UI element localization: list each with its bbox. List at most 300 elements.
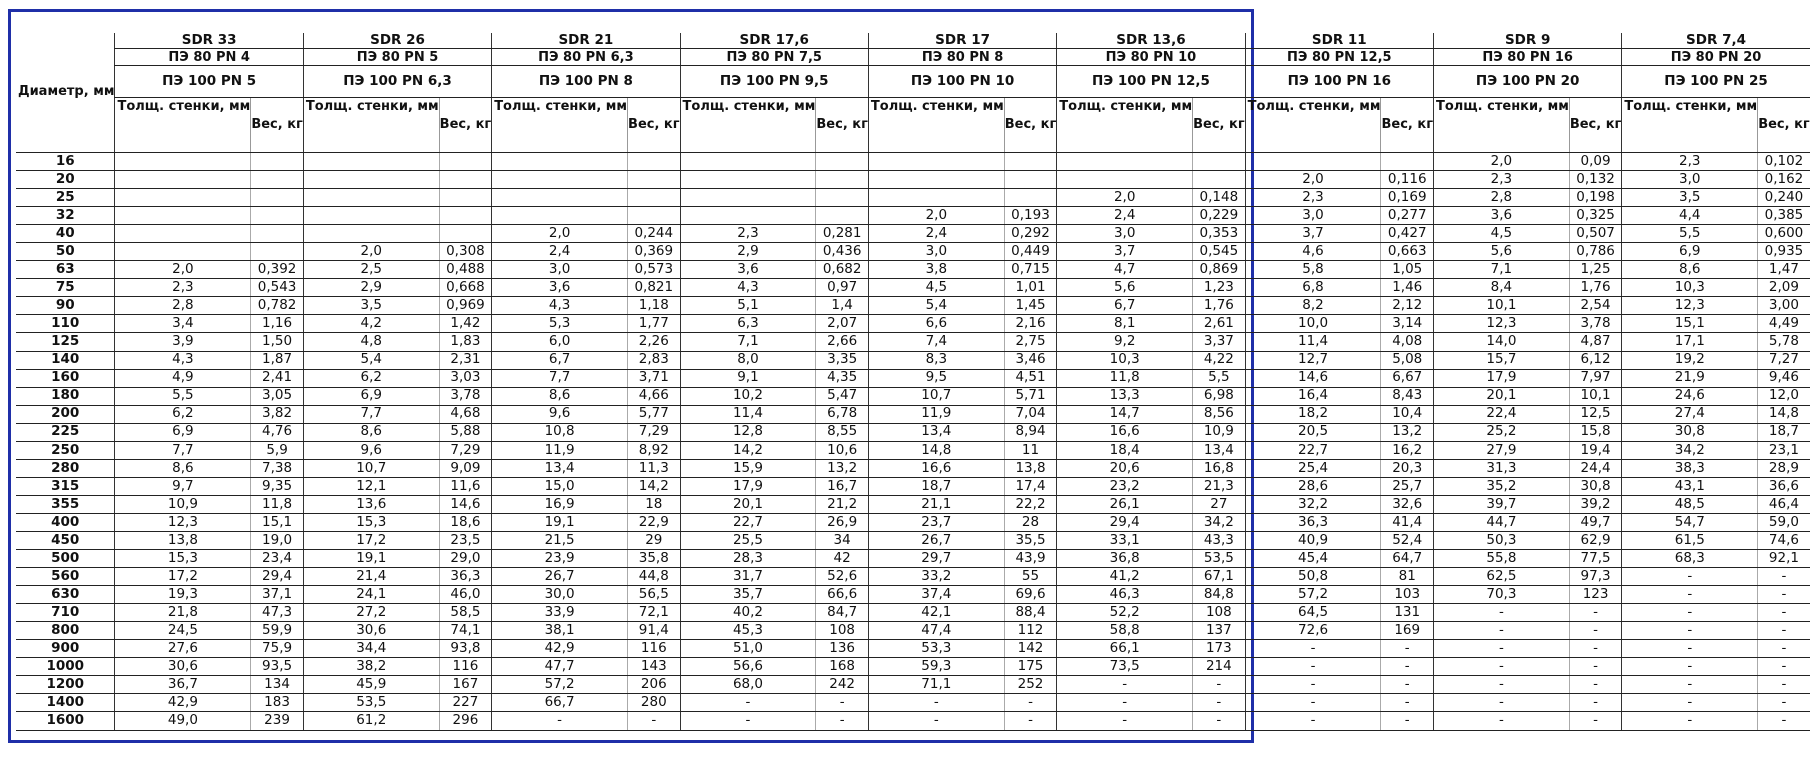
weight-cell: 4,51 xyxy=(1004,369,1057,387)
wall-thickness-cell: 15,3 xyxy=(303,513,439,531)
wall-thickness-cell: 33,2 xyxy=(868,568,1004,586)
wall-thickness-cell: 21,8 xyxy=(115,604,251,622)
weight-cell: 1,4 xyxy=(816,297,869,315)
weight-cell: 4,68 xyxy=(439,405,492,423)
weight-header: Вес, кг xyxy=(439,98,492,153)
weight-cell: 0,169 xyxy=(1381,189,1434,207)
wall-thickness-cell: 19,3 xyxy=(115,586,251,604)
wall-thickness-cell: 2,3 xyxy=(680,225,816,243)
weight-cell: 67,1 xyxy=(1193,568,1246,586)
weight-cell: 2,83 xyxy=(628,351,681,369)
wall-thickness-cell: 47,7 xyxy=(492,658,628,676)
wall-thickness-cell xyxy=(680,207,816,225)
pe80-header: ПЭ 80 PN 10 xyxy=(1057,49,1245,66)
wall-thickness-cell: 14,6 xyxy=(1245,369,1381,387)
pe100-header: ПЭ 100 PN 16 xyxy=(1245,66,1433,98)
wall-thickness-cell xyxy=(680,153,816,171)
pe100-header: ПЭ 100 PN 12,5 xyxy=(1057,66,1245,98)
weight-cell xyxy=(1004,171,1057,189)
weight-cell: 6,78 xyxy=(816,405,869,423)
wall-thickness-cell: 39,7 xyxy=(1433,495,1569,513)
wall-thickness-cell xyxy=(115,189,251,207)
weight-cell: 15,8 xyxy=(1569,423,1622,441)
wall-thickness-cell: 9,1 xyxy=(680,369,816,387)
wall-thickness-cell xyxy=(492,207,628,225)
weight-cell: 43,9 xyxy=(1004,550,1057,568)
wall-thickness-cell: 2,4 xyxy=(868,225,1004,243)
wall-thickness-cell: 25,2 xyxy=(1433,423,1569,441)
weight-cell xyxy=(1193,171,1246,189)
weight-cell: 183 xyxy=(251,694,304,712)
wall-thickness-cell: 2,0 xyxy=(115,261,251,279)
wall-thickness-cell: - xyxy=(868,694,1004,712)
wall-thickness-cell: 36,7 xyxy=(115,676,251,694)
weight-cell: 1,83 xyxy=(439,333,492,351)
wall-thickness-cell: 32,2 xyxy=(1245,495,1381,513)
weight-cell: 0,545 xyxy=(1193,243,1246,261)
wall-thickness-cell: 44,7 xyxy=(1433,513,1569,531)
wall-thickness-cell: 4,9 xyxy=(115,369,251,387)
table-row xyxy=(16,297,1810,315)
weight-cell: 0,162 xyxy=(1758,171,1810,189)
wall-thickness-cell: - xyxy=(1245,658,1381,676)
diameter-cell: 1200 xyxy=(16,676,115,694)
weight-cell: 0,281 xyxy=(816,225,869,243)
wall-thickness-cell: 59,3 xyxy=(868,658,1004,676)
wall-thickness-cell: 52,2 xyxy=(1057,604,1193,622)
wall-thickness-cell: 11,4 xyxy=(680,405,816,423)
table-row xyxy=(16,459,1810,477)
weight-cell: 3,46 xyxy=(1004,351,1057,369)
wall-thickness-cell: - xyxy=(1622,604,1758,622)
weight-header: Вес, кг xyxy=(251,98,304,153)
wall-thickness-cell: 3,7 xyxy=(1057,243,1193,261)
weight-cell: - xyxy=(1381,676,1434,694)
weight-cell: 2,07 xyxy=(816,315,869,333)
wall-thickness-cell: 4,7 xyxy=(1057,261,1193,279)
wall-thickness-cell: 6,2 xyxy=(115,405,251,423)
weight-cell: 0,240 xyxy=(1758,189,1810,207)
wall-thickness-cell: 26,7 xyxy=(492,568,628,586)
table-row xyxy=(16,441,1810,459)
weight-cell: 11,8 xyxy=(251,495,304,513)
wall-thickness-header: Толщ. стенки, мм xyxy=(1622,98,1758,153)
weight-cell: 42 xyxy=(816,550,869,568)
weight-cell: 0,102 xyxy=(1758,153,1810,171)
diameter-cell: 40 xyxy=(16,225,115,243)
weight-cell: 28 xyxy=(1004,513,1057,531)
weight-cell: 0,277 xyxy=(1381,207,1434,225)
wall-thickness-cell: 10,8 xyxy=(492,423,628,441)
wall-thickness-cell: 35,2 xyxy=(1433,477,1569,495)
weight-cell: 1,50 xyxy=(251,333,304,351)
wall-thickness-cell xyxy=(680,189,816,207)
weight-cell: 21,2 xyxy=(816,495,869,513)
wall-thickness-cell: 35,7 xyxy=(680,586,816,604)
table-row xyxy=(16,333,1810,351)
wall-thickness-cell: 18,7 xyxy=(868,477,1004,495)
wall-thickness-cell: 6,9 xyxy=(1622,243,1758,261)
weight-cell: 108 xyxy=(816,622,869,640)
wall-thickness-cell xyxy=(303,171,439,189)
weight-cell: 123 xyxy=(1569,586,1622,604)
pe100-header: ПЭ 100 PN 6,3 xyxy=(303,66,491,98)
wall-thickness-cell: - xyxy=(1245,676,1381,694)
weight-cell: 10,9 xyxy=(1193,423,1246,441)
weight-header: Вес, кг xyxy=(1381,98,1434,153)
wall-thickness-cell: 57,2 xyxy=(1245,586,1381,604)
diameter-cell: 160 xyxy=(16,369,115,387)
wall-thickness-cell: 58,8 xyxy=(1057,622,1193,640)
wall-thickness-cell: 4,5 xyxy=(1433,225,1569,243)
weight-cell: 252 xyxy=(1004,676,1057,694)
table-row xyxy=(16,531,1810,549)
weight-cell: 5,5 xyxy=(1193,369,1246,387)
wall-thickness-cell: 2,9 xyxy=(680,243,816,261)
diameter-cell: 710 xyxy=(16,604,115,622)
wall-thickness-cell: 27,9 xyxy=(1433,441,1569,459)
wall-thickness-cell xyxy=(115,153,251,171)
wall-thickness-cell: 40,9 xyxy=(1245,531,1381,549)
weight-cell: 15,1 xyxy=(251,513,304,531)
wall-thickness-cell: 19,1 xyxy=(492,513,628,531)
weight-cell: 0,668 xyxy=(439,279,492,297)
wall-thickness-cell: 5,5 xyxy=(115,387,251,405)
weight-cell: 39,2 xyxy=(1569,495,1622,513)
wall-thickness-cell: 13,4 xyxy=(868,423,1004,441)
weight-cell: 2,12 xyxy=(1381,297,1434,315)
wall-thickness-cell: 22,7 xyxy=(1245,441,1381,459)
wall-thickness-cell: 33,9 xyxy=(492,604,628,622)
pe100-header: ПЭ 100 PN 8 xyxy=(492,66,680,98)
wall-thickness-cell xyxy=(868,153,1004,171)
diameter-cell: 20 xyxy=(16,171,115,189)
wall-thickness-cell: 7,7 xyxy=(303,405,439,423)
wall-thickness-header: Толщ. стенки, мм xyxy=(680,98,816,153)
diameter-cell: 250 xyxy=(16,441,115,459)
table-row xyxy=(16,658,1810,676)
weight-cell xyxy=(439,225,492,243)
weight-cell: 46,4 xyxy=(1758,495,1810,513)
weight-cell xyxy=(1004,153,1057,171)
table-row xyxy=(16,315,1810,333)
weight-cell: 64,7 xyxy=(1381,550,1434,568)
pe80-header: ПЭ 80 PN 6,3 xyxy=(492,49,680,66)
wall-thickness-cell: 10,7 xyxy=(868,387,1004,405)
wall-thickness-cell: 21,9 xyxy=(1622,369,1758,387)
wall-thickness-cell: 30,8 xyxy=(1622,423,1758,441)
weight-cell: 16,8 xyxy=(1193,459,1246,477)
weight-cell: 30,8 xyxy=(1569,477,1622,495)
table-row xyxy=(16,207,1810,225)
weight-cell: 35,5 xyxy=(1004,531,1057,549)
wall-thickness-cell: 22,7 xyxy=(680,513,816,531)
weight-cell: 11 xyxy=(1004,441,1057,459)
wall-thickness-header: Толщ. стенки, мм xyxy=(1433,98,1569,153)
wall-thickness-cell: - xyxy=(1057,712,1193,730)
weight-cell: 2,75 xyxy=(1004,333,1057,351)
weight-cell: 0,507 xyxy=(1569,225,1622,243)
wall-thickness-cell: 5,5 xyxy=(1622,225,1758,243)
sdr-header: SDR 7,4 xyxy=(1622,33,1810,49)
wall-thickness-cell: 51,0 xyxy=(680,640,816,658)
weight-cell: 5,08 xyxy=(1381,351,1434,369)
weight-cell: 84,7 xyxy=(816,604,869,622)
wall-thickness-cell: 46,3 xyxy=(1057,586,1193,604)
wall-thickness-cell xyxy=(115,171,251,189)
wall-thickness-cell: 42,9 xyxy=(115,694,251,712)
table-row xyxy=(16,712,1810,730)
weight-cell: 0,786 xyxy=(1569,243,1622,261)
wall-thickness-cell: 3,0 xyxy=(1622,171,1758,189)
wall-thickness-cell: 61,5 xyxy=(1622,531,1758,549)
wall-thickness-cell: 10,1 xyxy=(1433,297,1569,315)
diameter-cell: 400 xyxy=(16,513,115,531)
wall-thickness-cell: 3,0 xyxy=(1245,207,1381,225)
wall-thickness-cell: 45,4 xyxy=(1245,550,1381,568)
weight-cell: 55 xyxy=(1004,568,1057,586)
wall-thickness-cell: 28,6 xyxy=(1245,477,1381,495)
weight-cell: 9,09 xyxy=(439,459,492,477)
wall-thickness-cell: 12,1 xyxy=(303,477,439,495)
wall-thickness-cell: 50,3 xyxy=(1433,531,1569,549)
wall-thickness-cell: 12,3 xyxy=(115,513,251,531)
pe100-header: ПЭ 100 PN 9,5 xyxy=(680,66,868,98)
weight-cell xyxy=(816,171,869,189)
wall-thickness-cell: 7,7 xyxy=(115,441,251,459)
wall-thickness-cell: 13,6 xyxy=(303,495,439,513)
pe80-header: ПЭ 80 PN 8 xyxy=(868,49,1056,66)
wall-thickness-cell: 13,4 xyxy=(492,459,628,477)
weight-cell: 16,7 xyxy=(816,477,869,495)
weight-cell: 8,55 xyxy=(816,423,869,441)
wall-thickness-cell xyxy=(115,225,251,243)
weight-cell: 34 xyxy=(816,531,869,549)
weight-cell: 13,8 xyxy=(1004,459,1057,477)
weight-cell: 18,6 xyxy=(439,513,492,531)
table-row xyxy=(16,225,1810,243)
diameter-cell: 180 xyxy=(16,387,115,405)
weight-cell: 1,16 xyxy=(251,315,304,333)
wall-thickness-cell: 7,1 xyxy=(680,333,816,351)
weight-cell: 4,76 xyxy=(251,423,304,441)
weight-cell: 28,9 xyxy=(1758,459,1810,477)
wall-thickness-cell: - xyxy=(1433,640,1569,658)
sdr-header: SDR 17 xyxy=(868,33,1056,49)
weight-cell: 108 xyxy=(1193,604,1246,622)
weight-cell: 81 xyxy=(1381,568,1434,586)
wall-thickness-cell: 48,5 xyxy=(1622,495,1758,513)
weight-cell: 3,14 xyxy=(1381,315,1434,333)
weight-cell: - xyxy=(1758,694,1810,712)
weight-cell: 84,8 xyxy=(1193,586,1246,604)
diameter-cell: 1600 xyxy=(16,712,115,730)
weight-cell: 1,18 xyxy=(628,297,681,315)
table-row xyxy=(16,477,1810,495)
diameter-cell: 630 xyxy=(16,586,115,604)
weight-cell: 13,2 xyxy=(1381,423,1434,441)
wall-thickness-cell: 3,0 xyxy=(868,243,1004,261)
weight-cell: 18 xyxy=(628,495,681,513)
table-row xyxy=(16,640,1810,658)
wall-thickness-cell: 54,7 xyxy=(1622,513,1758,531)
weight-cell: 0,369 xyxy=(628,243,681,261)
wall-thickness-cell: - xyxy=(1622,712,1758,730)
weight-cell: 3,82 xyxy=(251,405,304,423)
wall-thickness-cell: 4,3 xyxy=(115,351,251,369)
diameter-cell: 800 xyxy=(16,622,115,640)
wall-thickness-cell: 2,4 xyxy=(1057,207,1193,225)
table-row xyxy=(16,586,1810,604)
wall-thickness-cell: 3,6 xyxy=(492,279,628,297)
wall-thickness-cell: 33,1 xyxy=(1057,531,1193,549)
header-row-sub xyxy=(16,98,1810,153)
wall-thickness-cell: 61,2 xyxy=(303,712,439,730)
wall-thickness-cell: 37,4 xyxy=(868,586,1004,604)
weight-cell: 36,6 xyxy=(1758,477,1810,495)
weight-cell: 11,3 xyxy=(628,459,681,477)
weight-cell: 0,385 xyxy=(1758,207,1810,225)
wall-thickness-cell xyxy=(492,189,628,207)
weight-cell: 11,6 xyxy=(439,477,492,495)
weight-cell xyxy=(251,189,304,207)
wall-thickness-cell: 16,6 xyxy=(868,459,1004,477)
wall-thickness-cell: 18,4 xyxy=(1057,441,1193,459)
wall-thickness-cell: 21,4 xyxy=(303,568,439,586)
weight-cell xyxy=(251,171,304,189)
weight-cell: 3,00 xyxy=(1758,297,1810,315)
diameter-cell: 315 xyxy=(16,477,115,495)
weight-cell: 131 xyxy=(1381,604,1434,622)
weight-cell: - xyxy=(1381,640,1434,658)
wall-thickness-header: Толщ. стенки, мм xyxy=(492,98,628,153)
wall-thickness-cell: 12,7 xyxy=(1245,351,1381,369)
wall-thickness-cell: 10,2 xyxy=(680,387,816,405)
weight-cell: 3,78 xyxy=(1569,315,1622,333)
weight-cell: 0,244 xyxy=(628,225,681,243)
weight-cell: 0,821 xyxy=(628,279,681,297)
wall-thickness-cell: 6,9 xyxy=(303,387,439,405)
table-row xyxy=(16,513,1810,531)
weight-cell: 69,6 xyxy=(1004,586,1057,604)
weight-cell: 62,9 xyxy=(1569,531,1622,549)
wall-thickness-cell: 66,1 xyxy=(1057,640,1193,658)
wall-thickness-cell: 17,1 xyxy=(1622,333,1758,351)
wall-thickness-cell: 9,7 xyxy=(115,477,251,495)
wall-thickness-cell: 14,8 xyxy=(868,441,1004,459)
wall-thickness-cell: - xyxy=(1057,694,1193,712)
weight-cell: 0,600 xyxy=(1758,225,1810,243)
wall-thickness-cell: 53,5 xyxy=(303,694,439,712)
wall-thickness-cell: 24,1 xyxy=(303,586,439,604)
wall-thickness-cell: 4,3 xyxy=(492,297,628,315)
diameter-cell: 16 xyxy=(16,153,115,171)
weight-cell xyxy=(251,153,304,171)
weight-cell: 29,0 xyxy=(439,550,492,568)
pe100-header: ПЭ 100 PN 25 xyxy=(1622,66,1810,98)
wall-thickness-header: Толщ. стенки, мм xyxy=(868,98,1004,153)
weight-cell: 4,35 xyxy=(816,369,869,387)
wall-thickness-cell: 2,8 xyxy=(1433,189,1569,207)
weight-cell: 3,78 xyxy=(439,387,492,405)
table-row xyxy=(16,369,1810,387)
sdr-header: SDR 33 xyxy=(115,33,303,49)
wall-thickness-cell: 27,4 xyxy=(1622,405,1758,423)
weight-cell: 0,193 xyxy=(1004,207,1057,225)
wall-thickness-cell: 41,2 xyxy=(1057,568,1193,586)
wall-thickness-cell: 26,1 xyxy=(1057,495,1193,513)
weight-cell: 19,4 xyxy=(1569,441,1622,459)
weight-cell: 3,37 xyxy=(1193,333,1246,351)
weight-cell xyxy=(816,207,869,225)
wall-thickness-cell: 3,6 xyxy=(1433,207,1569,225)
table-row xyxy=(16,387,1810,405)
wall-thickness-cell: - xyxy=(1245,640,1381,658)
diameter-cell: 500 xyxy=(16,550,115,568)
table-row xyxy=(16,550,1810,568)
sdr-header: SDR 26 xyxy=(303,33,491,49)
wall-thickness-cell: 24,6 xyxy=(1622,387,1758,405)
wall-thickness-cell: 8,2 xyxy=(1245,297,1381,315)
weight-cell: - xyxy=(1758,604,1810,622)
weight-cell: 0,148 xyxy=(1193,189,1246,207)
wall-thickness-cell: 4,5 xyxy=(868,279,1004,297)
weight-cell: 5,71 xyxy=(1004,387,1057,405)
diameter-cell: 225 xyxy=(16,423,115,441)
weight-cell: 13,2 xyxy=(816,459,869,477)
weight-cell xyxy=(628,171,681,189)
weight-cell: 3,71 xyxy=(628,369,681,387)
wall-thickness-cell: 8,4 xyxy=(1433,279,1569,297)
weight-cell: 22,2 xyxy=(1004,495,1057,513)
wall-thickness-cell: - xyxy=(1245,694,1381,712)
weight-cell: 296 xyxy=(439,712,492,730)
wall-thickness-cell: 11,9 xyxy=(868,405,1004,423)
wall-thickness-cell: - xyxy=(1433,658,1569,676)
weight-cell: 46,0 xyxy=(439,586,492,604)
wall-thickness-cell: - xyxy=(1433,712,1569,730)
wall-thickness-cell: 16,9 xyxy=(492,495,628,513)
weight-cell: - xyxy=(1193,694,1246,712)
wall-thickness-cell: 12,3 xyxy=(1433,315,1569,333)
weight-cell: 8,43 xyxy=(1381,387,1434,405)
sdr-header: SDR 9 xyxy=(1433,33,1621,49)
weight-cell: 2,31 xyxy=(439,351,492,369)
wall-thickness-cell: 64,5 xyxy=(1245,604,1381,622)
weight-cell: - xyxy=(1569,604,1622,622)
weight-cell: - xyxy=(1758,640,1810,658)
wall-thickness-cell: 4,2 xyxy=(303,315,439,333)
weight-cell: 2,26 xyxy=(628,333,681,351)
wall-thickness-cell: 3,5 xyxy=(1622,189,1758,207)
sdr-header: SDR 11 xyxy=(1245,33,1433,49)
weight-cell: 0,308 xyxy=(439,243,492,261)
weight-cell: 0,663 xyxy=(1381,243,1434,261)
weight-header: Вес, кг xyxy=(1758,98,1810,153)
wall-thickness-cell: 2,9 xyxy=(303,279,439,297)
weight-cell: 6,67 xyxy=(1381,369,1434,387)
weight-cell: 66,6 xyxy=(816,586,869,604)
wall-thickness-cell: 42,9 xyxy=(492,640,628,658)
weight-cell: 0,573 xyxy=(628,261,681,279)
wall-thickness-cell: 30,6 xyxy=(303,622,439,640)
weight-cell: 19,0 xyxy=(251,531,304,549)
weight-cell: - xyxy=(1569,658,1622,676)
weight-cell xyxy=(628,207,681,225)
wall-thickness-cell: 9,6 xyxy=(303,441,439,459)
weight-cell: 56,5 xyxy=(628,586,681,604)
wall-thickness-cell: 43,1 xyxy=(1622,477,1758,495)
